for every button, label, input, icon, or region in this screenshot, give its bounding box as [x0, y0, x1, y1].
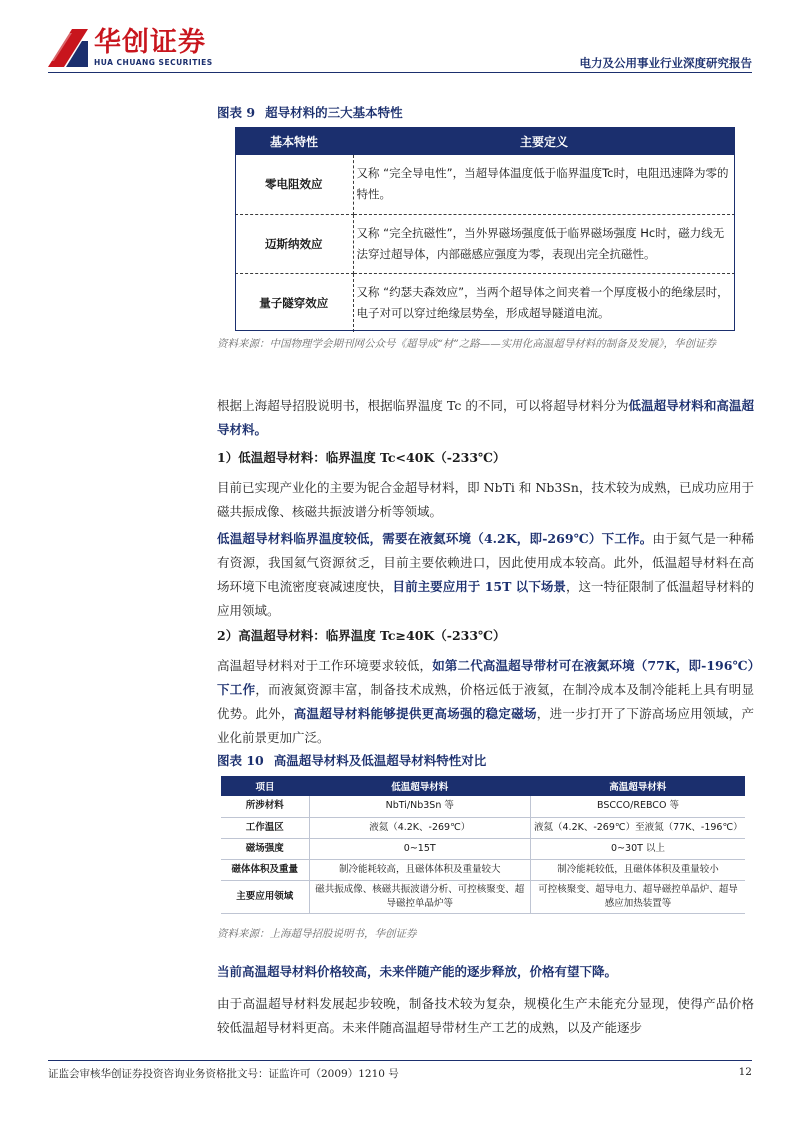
high-temp-cell: 液氦（4.2K、-269℃）至液氮（77K、-196℃） [531, 817, 746, 838]
paragraph-text: 高温超导材料对于工作环境要求较低， [217, 658, 433, 673]
logo-english-name: HUA CHUANG SECURITIES [94, 58, 213, 67]
property-definition: 又称 “约瑟夫森效应”，当两个超导体之间夹着一个厚度极小的绝缘层时，电子对可以穿过绝缘层势垒，形成超导隧道电流。 [356, 284, 729, 320]
figure-10-title: 高温超导材料及低温超导材料特性对比 [273, 753, 487, 768]
figure-9-source: 资料来源：中国物理学会期刊网公众号《超导成“材”之路——实用化高温超导材料的制备及发展》，华创证券 [217, 338, 716, 350]
table-row [221, 880, 745, 913]
table-row [221, 817, 745, 838]
table-row [221, 796, 745, 817]
low-temp-cell: 磁共振成像、核磁共振波谱分析、可控核聚变、超导磁控单晶炉等 [309, 880, 531, 913]
footer-divider [48, 1060, 752, 1061]
property-definition: 又称 “完全抗磁性”，当外界磁场强度低于临界磁场强度 Hc时，磁力线无法穿过超导体，内部磁感应强度为零，表现出完全抗磁性。 [353, 214, 735, 273]
property-name: 量子隧穿效应 [235, 273, 353, 332]
paragraph-high-temp [217, 654, 754, 750]
page-number: 12 [738, 1066, 752, 1078]
table-row [235, 155, 735, 214]
low-temp-cell: 液氦（4.2K、-269℃） [309, 817, 531, 838]
report-type: 电力及公用事业行业深度研究报告 [579, 56, 752, 70]
figure-10-caption [217, 751, 486, 769]
high-temp-cell: 0~30T 以上 [531, 838, 746, 859]
paragraph-price-detail: 由于高温超导材料发展起步较晚，制备技术较为复杂，规模化生产未能充分显现，使得产品价格较低温超导材料更高。未来伴随高温超导带材生产工艺的成熟，以及产能逐步 [217, 996, 754, 1035]
paragraph-text: ，进一步打开了下游高场应用领域，产业化前景更加广泛。 [217, 706, 754, 745]
property-definition: 又称 “完全导电性”，当超导体温度低于临界温度Tc时，电阻迅速降为零的特性。 [353, 155, 735, 214]
paragraph-highlight: 高温超导材料能够提供更高场强的稳定磁场 [293, 706, 537, 721]
property-name: 迈斯纳效应 [235, 214, 353, 273]
low-temp-cell: 制冷能耗较高，且磁体体积及重量较大 [309, 859, 531, 880]
header-divider [48, 72, 752, 73]
paragraph-highlight: 目前主要应用于 15T 以下场景 [392, 579, 566, 594]
logo-chinese-name: 华创证券 [94, 27, 206, 58]
superconductor-properties-table [235, 127, 735, 332]
row-label: 主要应用领域 [221, 880, 309, 913]
table-header-low-temp: 低温超导材料 [309, 776, 531, 796]
table-header-definition: 主要定义 [353, 127, 735, 155]
high-temp-cell: 制冷能耗较低，且磁体体积及重量较小 [531, 859, 746, 880]
paragraph-classification [217, 394, 754, 442]
section-heading-high-temp: 2）高温超导材料：临界温度 Tc≥40K（-233℃） [217, 628, 506, 643]
paragraph-low-temp-intro: 目前已实现产业化的主要为铌合金超导材料，即 NbTi 和 Nb3Sn，技术较为成熟，已成功应用于磁共振成像、核磁共振波谱分析等领域。 [217, 480, 754, 519]
property-name: 零电阻效应 [235, 155, 353, 214]
table-row [221, 838, 745, 859]
footer-license: 证监会审核华创证券投资咨询业务资格批文号：证监许可（2009）1210 号 [48, 1068, 399, 1080]
table-header-property: 基本特性 [235, 127, 353, 155]
low-temp-cell: 0~15T [309, 838, 531, 859]
high-temp-cell: BSCCO/REBCO 等 [531, 796, 746, 817]
paragraph-highlight: 低温超导材料临界温度较低，需要在液氦环境（4.2K，即-269℃）下工作。 [217, 531, 653, 546]
row-label: 所涉材料 [221, 796, 309, 817]
figure-9-number: 图表 9 [217, 105, 256, 120]
figure-9-title: 超导材料的三大基本特性 [265, 105, 403, 120]
paragraph-text: ，这一特征限制了低温超导材料的应用领域。 [217, 579, 754, 618]
figure-10-number: 图表 10 [217, 753, 264, 768]
paragraph-low-temp-limits [217, 527, 754, 623]
logo-mark-icon [48, 29, 88, 67]
row-label: 磁场强度 [221, 838, 309, 859]
paragraph-highlight: 低温超导材料和高温超导材料。 [217, 398, 754, 437]
table-header-high-temp: 高温超导材料 [531, 776, 746, 796]
table-row [221, 859, 745, 880]
table-row [235, 273, 735, 332]
paragraph-highlight: 如第二代高温超导带材可在液氮环境（77K，即-196℃）下工作 [217, 658, 754, 697]
table-header-item: 项目 [221, 776, 309, 796]
low-temp-cell: NbTi/Nb3Sn 等 [309, 796, 531, 817]
comparison-table [221, 776, 745, 914]
paragraph-text: 根据上海超导招股说明书，根据临界温度 Tc 的不同，可以将超导材料分为 [217, 398, 629, 413]
section-heading-low-temp: 1）低温超导材料：临界温度 Tc<40K（-233℃） [217, 450, 506, 465]
figure-9-caption [217, 103, 403, 121]
row-label: 磁体体积及重量 [221, 859, 309, 880]
high-temp-cell: 可控核聚变、超导电力、超导磁控单晶炉、超导感应加热装置等 [531, 880, 746, 913]
paragraph-text: ，而液氮资源丰富，制备技术成熟，价格远低于液氦，在制冷成本及制冷能耗上具有明显优势。此外， [217, 682, 754, 721]
table-row [235, 214, 735, 273]
paragraph-price-outlook: 当前高温超导材料价格较高，未来伴随产能的逐步释放，价格有望下降。 [217, 964, 618, 979]
company-logo [48, 28, 213, 67]
row-label: 工作温区 [221, 817, 309, 838]
paragraph-text: 由于氦气是一种稀有资源，我国氦气资源贫乏，目前主要依赖进口，因此使用成本较高。此外，低温超导材料在高场环境下电流密度衰减速度快， [217, 531, 754, 594]
figure-10-source: 资料来源：上海超导招股说明书，华创证券 [217, 928, 417, 940]
